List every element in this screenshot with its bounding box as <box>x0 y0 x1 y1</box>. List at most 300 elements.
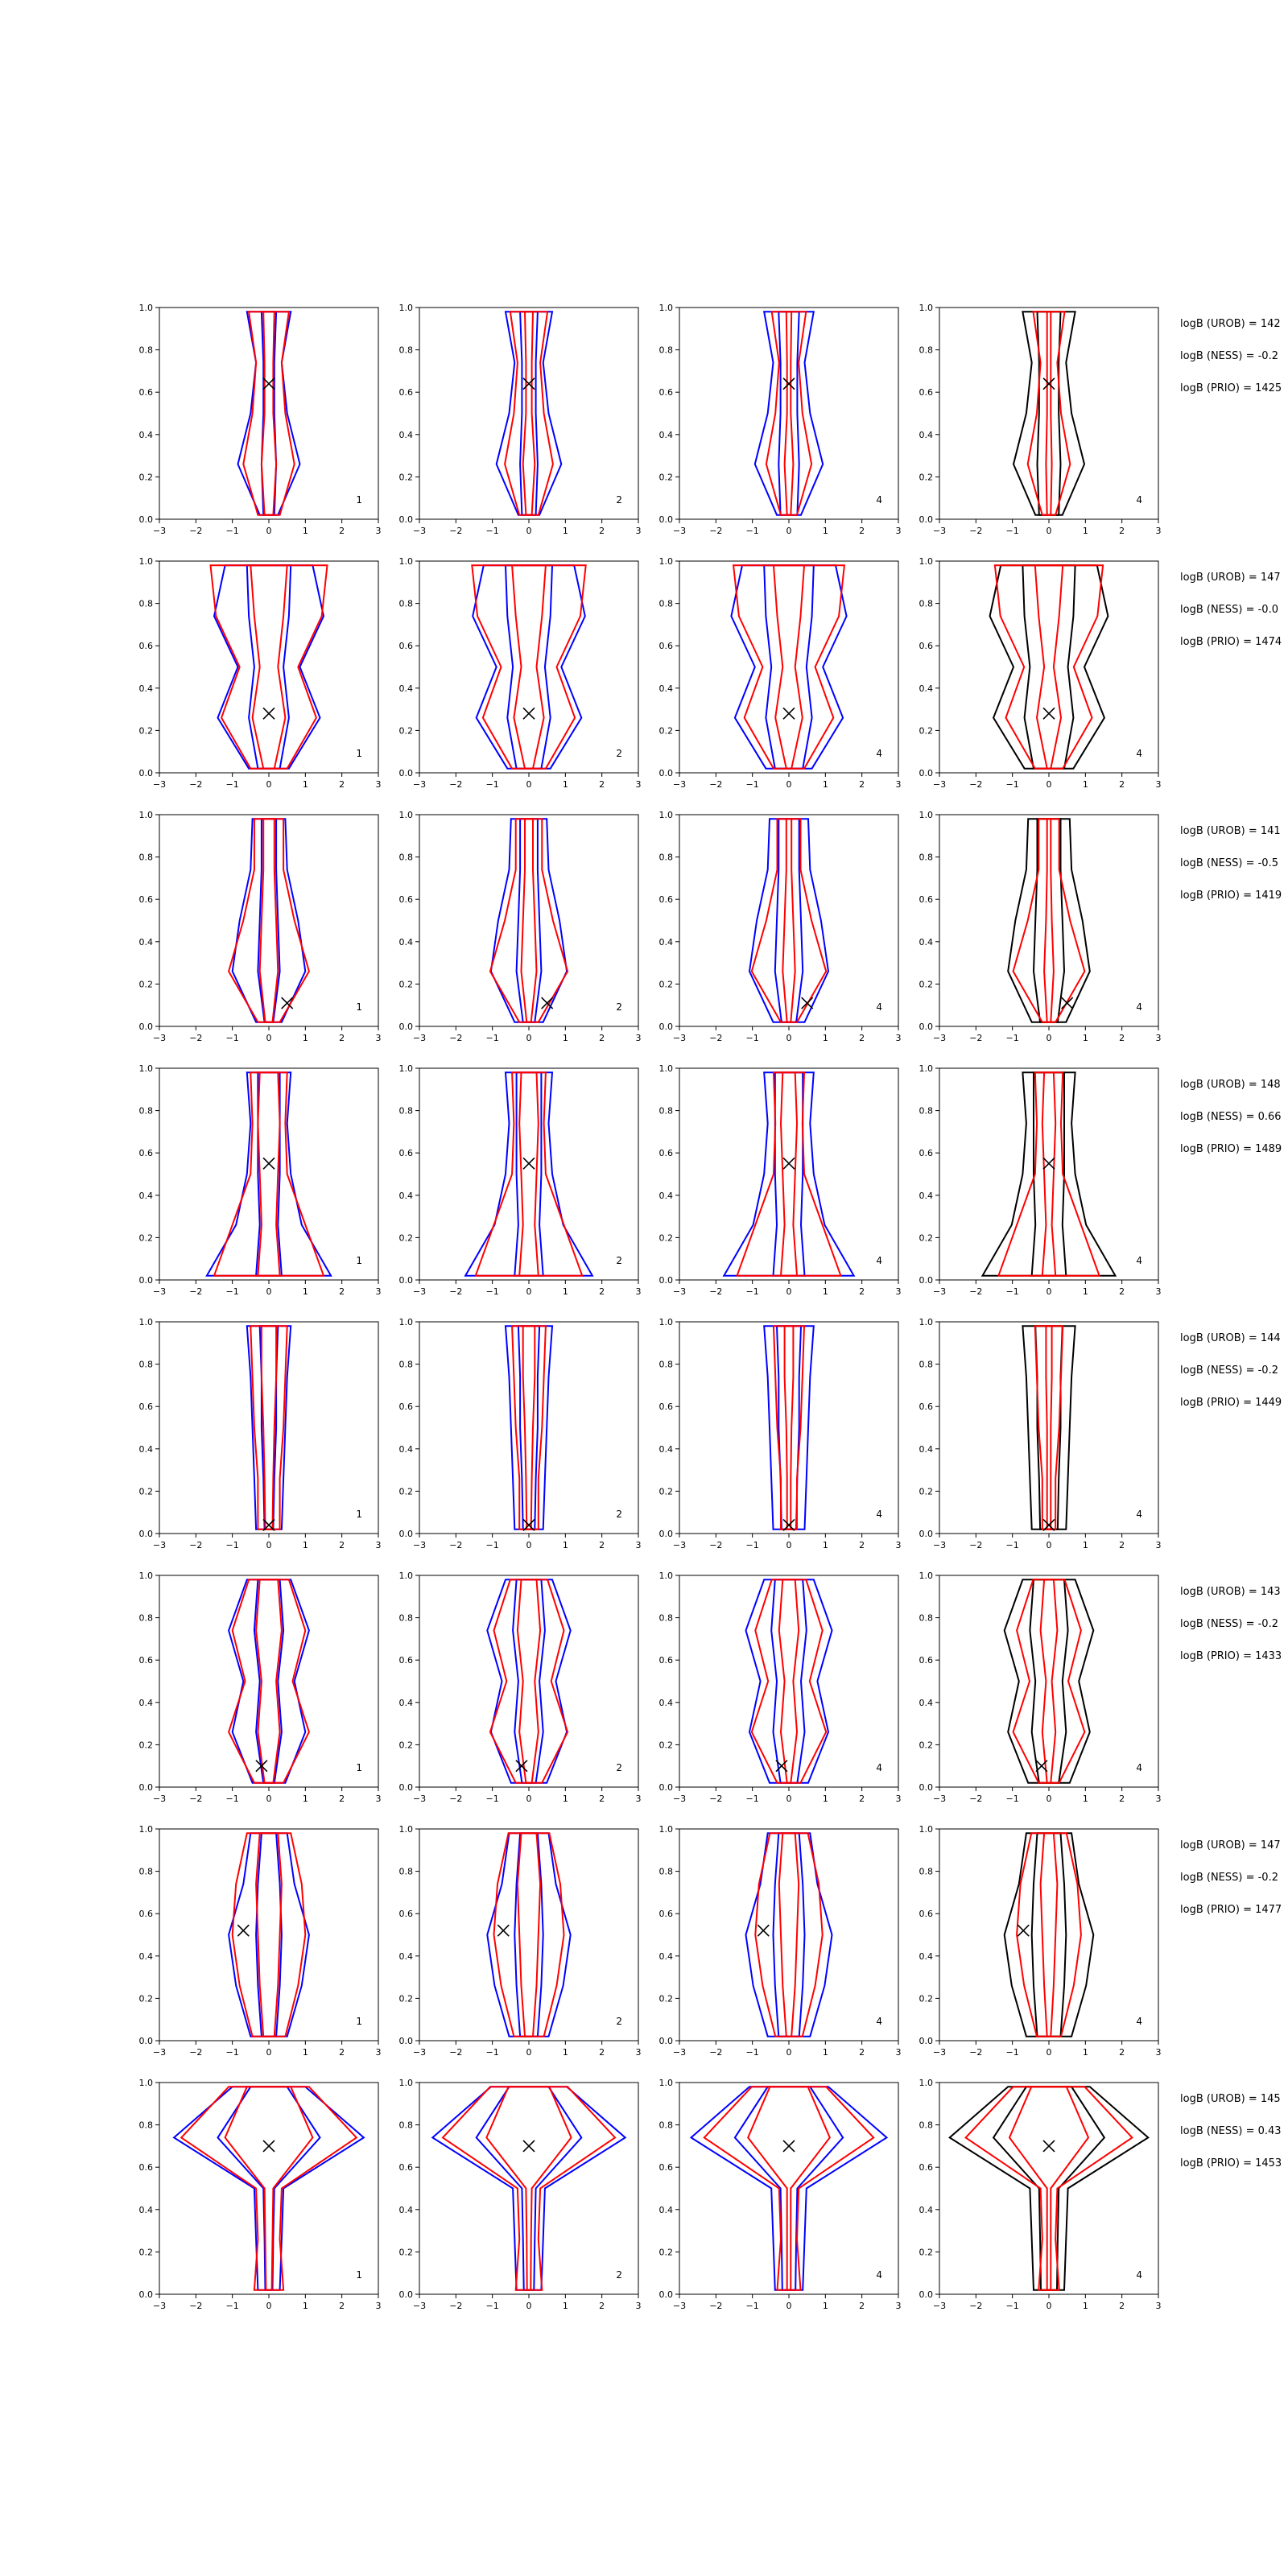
y-tick-label: 0.8 <box>398 852 413 863</box>
panel-r1-c3 <box>659 303 902 536</box>
x-tick-label: 2 <box>599 2301 605 2311</box>
x-tick-label: 3 <box>635 1286 642 1297</box>
logb-annotation: logB (PRIO) = 1477 <box>1180 1904 1282 1916</box>
x-tick-label: 2 <box>599 1033 605 1043</box>
x-tick-label: 3 <box>1155 1540 1162 1550</box>
y-tick-label: 0.2 <box>138 1232 153 1244</box>
y-tick-label: 0.6 <box>919 1148 933 1159</box>
red-contour-level-1 <box>476 1072 582 1275</box>
y-tick-label: 0.4 <box>138 1443 153 1455</box>
x-tick-label: −2 <box>709 1540 723 1550</box>
panel-r5-c4 <box>919 1317 1162 1550</box>
y-tick-label: 1.0 <box>919 810 933 820</box>
red-contour-level-1 <box>1013 1579 1085 1782</box>
panel-r2-c1 <box>139 556 382 790</box>
x-tick-label: −2 <box>189 2301 203 2311</box>
y-tick-label: 1.0 <box>138 556 153 567</box>
x-tick-label: −2 <box>709 1794 723 1804</box>
x-tick-label: 1 <box>302 779 308 790</box>
y-tick-label: 0.2 <box>919 1486 933 1497</box>
axes-frame <box>159 1829 378 2041</box>
x-tick-label: 2 <box>1119 779 1125 790</box>
red-contour-level-2 <box>486 2087 571 2289</box>
blue-contour-level-2 <box>254 1579 283 1782</box>
y-tick-label: 0.2 <box>138 1993 153 2004</box>
panel-r3-c2 <box>399 810 642 1043</box>
x-tick-label: −3 <box>932 1286 947 1297</box>
panel-number: 4 <box>1136 494 1142 506</box>
panel-number: 1 <box>356 1762 362 1773</box>
x-tick-label: −1 <box>1005 1286 1019 1297</box>
y-tick-label: 1.0 <box>919 1571 933 1581</box>
y-tick-label: 0.2 <box>658 979 673 990</box>
x-tick-label: 0 <box>786 1794 792 1804</box>
panel-number: 4 <box>1136 1762 1142 1773</box>
x-tick-label: 0 <box>526 1033 532 1043</box>
blue-contour-level-2 <box>256 1833 282 2036</box>
logb-annotation: logB (PRIO) = 1474 <box>1180 636 1282 648</box>
axes-frame <box>419 308 638 519</box>
red-contour-level-2 <box>1042 1072 1055 1275</box>
x-tick-label: 2 <box>599 1286 605 1297</box>
y-tick-label: 0.8 <box>658 852 673 863</box>
y-tick-label: 0.8 <box>398 2120 413 2131</box>
x-tick-label: −2 <box>189 1794 203 1804</box>
x-tick-label: 0 <box>266 2047 272 2058</box>
red-contour-level-1 <box>181 2087 357 2289</box>
y-tick-label: 1.0 <box>658 556 673 567</box>
logb-annotation: logB (NESS) = -0.2 <box>1180 1364 1278 1377</box>
black-contour-level-1 <box>1008 819 1090 1022</box>
x-tick-label: 1 <box>302 526 308 536</box>
blue-contour-level-1 <box>238 312 300 514</box>
y-tick-label: 1.0 <box>398 810 413 820</box>
y-tick-label: 0.6 <box>658 641 673 652</box>
y-tick-label: 0.4 <box>398 2204 413 2215</box>
x-tick-label: 1 <box>1082 526 1088 536</box>
x-tick-label: −1 <box>225 1033 239 1043</box>
red-contour-level-2 <box>512 565 546 768</box>
x-tick-label: 0 <box>526 779 532 790</box>
x-tick-label: 2 <box>859 2301 865 2311</box>
y-tick-label: 0.8 <box>919 1866 933 1877</box>
panel-number: 4 <box>1136 1001 1142 1013</box>
x-tick-label: 0 <box>786 2047 792 2058</box>
y-tick-label: 0.0 <box>138 2036 153 2046</box>
x-tick-label: 2 <box>859 779 865 790</box>
y-tick-label: 0.8 <box>919 2120 933 2131</box>
y-tick-label: 0.6 <box>658 894 673 906</box>
x-tick-label: −3 <box>932 1540 947 1550</box>
red-contour-level-2 <box>258 1072 279 1275</box>
y-tick-label: 0.6 <box>398 2162 413 2174</box>
x-tick-label: 1 <box>562 2301 568 2311</box>
x-tick-label: −3 <box>672 2301 687 2311</box>
y-tick-label: 0.0 <box>398 1529 413 1539</box>
x-tick-label: −1 <box>1005 1033 1019 1043</box>
axes-frame <box>159 1322 378 1534</box>
y-tick-label: 0.8 <box>658 1359 673 1370</box>
blue-contour-level-1 <box>749 819 828 1022</box>
blue-contour-level-2 <box>774 1072 805 1275</box>
y-tick-label: 0.8 <box>658 2120 673 2131</box>
red-contour-level-2 <box>1041 1833 1058 2036</box>
y-tick-label: 0.0 <box>658 1529 673 1539</box>
panel-number: 4 <box>1136 748 1142 759</box>
x-tick-label: −1 <box>485 2047 499 2058</box>
panel-r4-c2 <box>399 1063 642 1297</box>
panel-number: 1 <box>356 748 362 759</box>
black-contour-level-2 <box>1030 1579 1067 1782</box>
x-tick-label: 3 <box>1155 779 1162 790</box>
y-tick-label: 0.8 <box>398 1105 413 1117</box>
red-contour-level-1 <box>966 2087 1133 2289</box>
x-tick-label: 1 <box>822 1033 828 1043</box>
red-contour-level-2 <box>1046 312 1051 514</box>
logb-annotation: logB (PRIO) = 1489 <box>1180 1143 1282 1155</box>
x-tick-label: 1 <box>1082 1794 1088 1804</box>
y-tick-label: 0.0 <box>658 1275 673 1286</box>
red-contour-level-2 <box>782 819 795 1022</box>
x-tick-label: 3 <box>375 1540 382 1550</box>
x-tick-label: 0 <box>1046 1286 1052 1297</box>
y-tick-label: 0.0 <box>138 768 153 778</box>
mode-marker <box>783 1158 795 1169</box>
y-tick-label: 0.0 <box>919 1782 933 1793</box>
x-tick-label: 0 <box>786 1540 792 1550</box>
y-tick-label: 0.4 <box>658 936 673 947</box>
axes-frame <box>419 1575 638 1787</box>
x-tick-label: 2 <box>859 1794 865 1804</box>
x-tick-label: −2 <box>449 2301 463 2311</box>
x-tick-label: −1 <box>225 1794 239 1804</box>
x-tick-label: −1 <box>745 1794 759 1804</box>
y-tick-label: 1.0 <box>658 303 673 313</box>
panel-number: 4 <box>876 1762 882 1773</box>
x-tick-label: 0 <box>266 2301 272 2311</box>
axes-frame <box>939 2083 1158 2294</box>
x-tick-label: −1 <box>485 1033 499 1043</box>
axes-frame <box>679 1575 898 1787</box>
y-tick-label: 0.6 <box>658 1148 673 1159</box>
x-tick-label: 3 <box>1155 1033 1162 1043</box>
y-tick-label: 0.6 <box>919 2162 933 2174</box>
y-tick-label: 0.6 <box>138 2162 153 2174</box>
blue-contour-level-2 <box>775 819 803 1022</box>
y-tick-label: 1.0 <box>658 2078 673 2088</box>
x-tick-label: −1 <box>745 1286 759 1297</box>
mode-marker <box>1043 378 1055 390</box>
y-tick-label: 0.4 <box>398 1190 413 1201</box>
x-tick-label: 1 <box>1082 1540 1088 1550</box>
logb-annotation: logB (UROB) = 147 <box>1180 572 1281 584</box>
x-tick-label: 2 <box>1119 2301 1125 2311</box>
mode-marker <box>523 2140 535 2152</box>
x-tick-label: −2 <box>969 1794 983 1804</box>
x-tick-label: −3 <box>672 526 687 536</box>
y-tick-label: 0.2 <box>919 2247 933 2258</box>
y-tick-label: 0.4 <box>398 429 413 440</box>
x-tick-label: 3 <box>895 2047 902 2058</box>
panel-r5-c3 <box>659 1317 902 1550</box>
x-tick-label: 0 <box>526 1540 532 1550</box>
red-contour-level-2 <box>748 2087 830 2289</box>
x-tick-label: 0 <box>266 779 272 790</box>
panel-r2-c3 <box>659 556 902 790</box>
panel-r1-c2 <box>399 303 642 536</box>
x-tick-label: 1 <box>1082 779 1088 790</box>
x-tick-label: 2 <box>1119 526 1125 536</box>
y-tick-label: 1.0 <box>398 2078 413 2088</box>
y-tick-label: 0.8 <box>919 1105 933 1117</box>
x-tick-label: −3 <box>412 2047 427 2058</box>
y-tick-label: 0.4 <box>919 429 933 440</box>
mode-marker <box>1062 997 1073 1009</box>
red-contour-level-2 <box>774 565 804 768</box>
y-tick-label: 0.2 <box>398 979 413 990</box>
x-tick-label: −2 <box>189 1033 203 1043</box>
y-tick-label: 0.2 <box>138 2247 153 2258</box>
y-tick-label: 0.2 <box>398 2247 413 2258</box>
mode-marker <box>1043 2140 1055 2152</box>
y-tick-label: 0.0 <box>138 1529 153 1539</box>
y-tick-label: 0.2 <box>919 472 933 483</box>
red-contour-level-2 <box>250 565 287 768</box>
y-tick-label: 0.6 <box>398 1402 413 1413</box>
y-tick-label: 1.0 <box>658 810 673 820</box>
x-tick-label: −3 <box>672 1794 687 1804</box>
red-contour-level-1 <box>512 1326 546 1529</box>
panel-r5-c2 <box>399 1317 642 1550</box>
x-tick-label: 1 <box>302 1540 308 1550</box>
y-tick-label: 0.2 <box>138 725 153 737</box>
y-tick-label: 0.2 <box>658 1232 673 1244</box>
y-tick-label: 0.0 <box>398 2289 413 2300</box>
red-contour-level-1 <box>490 819 568 1022</box>
x-tick-label: 2 <box>339 2301 345 2311</box>
x-tick-label: 0 <box>1046 526 1052 536</box>
axes-frame <box>939 815 1158 1026</box>
y-tick-label: 1.0 <box>138 1571 153 1581</box>
x-tick-label: 3 <box>635 2301 642 2311</box>
y-tick-label: 0.0 <box>138 1782 153 1793</box>
y-tick-label: 0.6 <box>398 1148 413 1159</box>
y-tick-label: 0.0 <box>919 2289 933 2300</box>
x-tick-label: 2 <box>599 1794 605 1804</box>
mode-marker <box>783 2140 795 2152</box>
panel-number: 4 <box>876 1255 882 1266</box>
panel-number: 1 <box>356 494 362 506</box>
x-tick-label: −1 <box>485 526 499 536</box>
blue-contour-level-2 <box>513 1579 545 1782</box>
y-tick-label: 0.4 <box>658 1951 673 1962</box>
logb-annotation: logB (NESS) = -0.2 <box>1180 1618 1278 1630</box>
red-contour-level-1 <box>1017 1833 1081 2036</box>
blue-contour-level-2 <box>506 565 552 768</box>
x-tick-label: 1 <box>302 1286 308 1297</box>
axes-frame <box>939 1829 1158 2041</box>
x-tick-label: −3 <box>152 2301 167 2311</box>
x-tick-label: −2 <box>189 1540 203 1550</box>
red-contour-level-2 <box>1046 1326 1051 1529</box>
red-contour-level-2 <box>523 1326 535 1529</box>
panel-number: 4 <box>876 1509 882 1520</box>
y-tick-label: 0.8 <box>658 1866 673 1877</box>
y-tick-label: 0.6 <box>658 1655 673 1666</box>
x-tick-label: −1 <box>485 1540 499 1550</box>
x-tick-label: −3 <box>152 526 167 536</box>
x-tick-label: −1 <box>225 2301 239 2311</box>
y-tick-label: 0.4 <box>398 936 413 947</box>
panel-number: 2 <box>616 2269 622 2281</box>
x-tick-label: −2 <box>709 2047 723 2058</box>
red-contour-level-2 <box>225 2087 313 2289</box>
x-tick-label: 2 <box>339 1033 345 1043</box>
y-tick-label: 1.0 <box>919 1063 933 1074</box>
y-tick-label: 0.2 <box>398 1993 413 2004</box>
x-tick-label: −2 <box>969 2047 983 2058</box>
mode-marker <box>783 708 795 719</box>
panel-r7-c2 <box>399 1824 642 2058</box>
panel-number: 2 <box>616 748 622 759</box>
y-tick-label: 0.6 <box>398 641 413 652</box>
x-tick-label: 0 <box>786 779 792 790</box>
mode-marker <box>802 997 813 1009</box>
red-contour-level-1 <box>505 312 553 514</box>
y-tick-label: 0.2 <box>919 1740 933 1751</box>
x-tick-label: 1 <box>822 1286 828 1297</box>
panel-r3-c1 <box>139 810 382 1043</box>
y-tick-label: 1.0 <box>919 2078 933 2088</box>
panel-number: 4 <box>876 494 882 506</box>
y-tick-label: 1.0 <box>138 2078 153 2088</box>
axes-frame <box>159 815 378 1026</box>
y-tick-label: 0.0 <box>919 768 933 778</box>
x-tick-label: −2 <box>969 1033 983 1043</box>
panel-number: 2 <box>616 1001 622 1013</box>
x-tick-label: 1 <box>822 1540 828 1550</box>
x-tick-label: 0 <box>526 1794 532 1804</box>
y-tick-label: 1.0 <box>919 1317 933 1327</box>
logb-annotation: logB (NESS) = -0.2 <box>1180 1872 1278 1884</box>
panel-number: 4 <box>1136 1255 1142 1266</box>
y-tick-label: 0.4 <box>919 1190 933 1201</box>
mode-marker <box>758 1925 769 1936</box>
y-tick-label: 1.0 <box>658 1824 673 1835</box>
x-tick-label: 1 <box>1082 1286 1088 1297</box>
red-contour-level-2 <box>785 312 794 514</box>
panel-r8-c3 <box>659 2078 902 2311</box>
y-tick-label: 0.0 <box>919 514 933 525</box>
y-tick-label: 1.0 <box>398 303 413 313</box>
y-tick-label: 0.8 <box>138 345 153 356</box>
y-tick-label: 0.0 <box>919 1529 933 1539</box>
y-tick-label: 0.2 <box>919 979 933 990</box>
x-tick-label: 0 <box>266 526 272 536</box>
x-tick-label: 3 <box>375 1794 382 1804</box>
axes-frame <box>159 2083 378 2294</box>
x-tick-label: 3 <box>375 779 382 790</box>
y-tick-label: 0.6 <box>919 894 933 906</box>
y-tick-label: 0.8 <box>919 598 933 609</box>
x-tick-label: −2 <box>189 779 203 790</box>
y-tick-label: 0.4 <box>658 1443 673 1455</box>
x-tick-label: 2 <box>339 779 345 790</box>
x-tick-label: 0 <box>1046 1794 1052 1804</box>
x-tick-label: −3 <box>932 526 947 536</box>
y-tick-label: 1.0 <box>138 1317 153 1327</box>
y-tick-label: 0.8 <box>138 598 153 609</box>
x-tick-label: 3 <box>635 1540 642 1550</box>
y-tick-label: 0.8 <box>398 1612 413 1624</box>
blue-contour-level-1 <box>724 1072 853 1275</box>
panel-r3-c4 <box>919 810 1162 1043</box>
x-tick-label: 2 <box>1119 1033 1125 1043</box>
x-tick-label: −2 <box>189 2047 203 2058</box>
y-tick-label: 1.0 <box>138 1824 153 1835</box>
x-tick-label: −3 <box>412 1033 427 1043</box>
x-tick-label: −2 <box>709 1033 723 1043</box>
y-tick-label: 1.0 <box>398 556 413 567</box>
logb-annotation: logB (PRIO) = 1449 <box>1180 1397 1282 1409</box>
panel-number: 4 <box>1136 2269 1142 2281</box>
x-tick-label: −3 <box>412 1540 427 1550</box>
x-tick-label: 3 <box>895 1286 902 1297</box>
y-tick-label: 0.4 <box>398 1443 413 1455</box>
red-contour-level-2 <box>779 1833 799 2036</box>
y-tick-label: 0.8 <box>138 1866 153 1877</box>
y-tick-label: 0.8 <box>919 345 933 356</box>
black-contour-level-2 <box>1038 312 1061 514</box>
y-tick-label: 0.2 <box>919 1232 933 1244</box>
y-tick-label: 0.8 <box>398 345 413 356</box>
red-contour-level-2 <box>785 1326 794 1529</box>
x-tick-label: −3 <box>412 779 427 790</box>
y-tick-label: 0.2 <box>919 1993 933 2004</box>
red-contour-level-1 <box>755 1833 822 2036</box>
y-tick-label: 0.2 <box>658 472 673 483</box>
x-tick-label: 3 <box>375 2047 382 2058</box>
mode-marker <box>497 1925 509 1936</box>
logb-annotation: logB (PRIO) = 1453 <box>1180 2157 1282 2169</box>
x-tick-label: 3 <box>635 1794 642 1804</box>
x-tick-label: −2 <box>449 2047 463 2058</box>
x-tick-label: −1 <box>745 2047 759 2058</box>
blue-contour-level-1 <box>473 565 585 768</box>
y-tick-label: 0.8 <box>658 1612 673 1624</box>
x-tick-label: −1 <box>225 1286 239 1297</box>
axes-frame <box>939 1575 1158 1787</box>
axes-frame <box>159 1575 378 1787</box>
red-contour-level-2 <box>781 1072 797 1275</box>
black-contour-level-1 <box>990 565 1108 768</box>
blue-contour-level-1 <box>497 312 562 514</box>
x-tick-label: −3 <box>672 1540 687 1550</box>
y-tick-label: 0.4 <box>138 429 153 440</box>
panel-r7-c3 <box>659 1824 902 2058</box>
x-tick-label: 3 <box>895 2301 902 2311</box>
y-tick-label: 0.6 <box>138 641 153 652</box>
x-tick-label: −1 <box>485 779 499 790</box>
axes-frame <box>939 561 1158 773</box>
y-tick-label: 1.0 <box>138 303 153 313</box>
x-tick-label: 2 <box>339 2047 345 2058</box>
y-tick-label: 0.0 <box>138 2289 153 2300</box>
panel-number: 4 <box>876 2016 882 2027</box>
mode-marker <box>263 708 275 719</box>
y-tick-label: 0.8 <box>919 1612 933 1624</box>
red-contour-level-1 <box>211 565 328 768</box>
